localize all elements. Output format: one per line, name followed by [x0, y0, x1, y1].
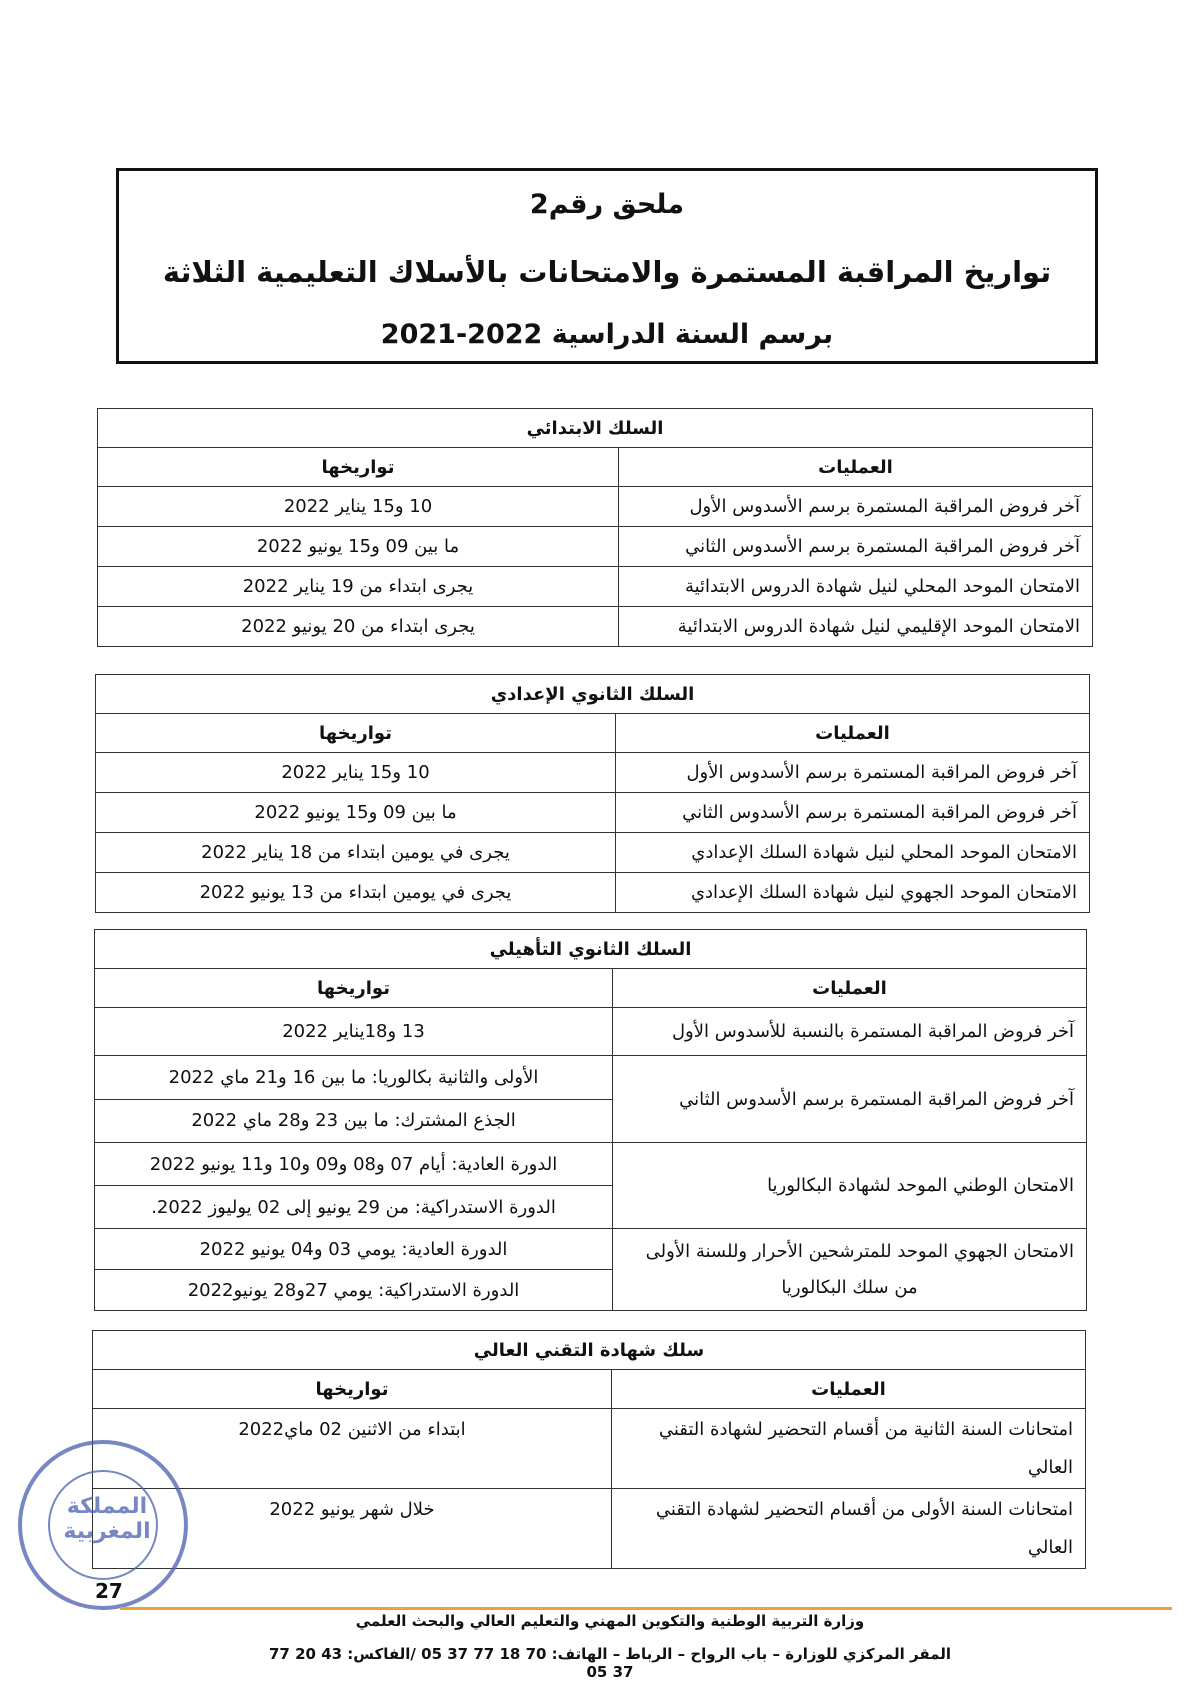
column-header-dates: تواريخها	[95, 969, 613, 1008]
operation-cell: الامتحان الموحد الجهوي لنيل شهادة السلك الإعدادي	[616, 873, 1090, 913]
table-row	[93, 1409, 1086, 1489]
table-row	[96, 753, 1090, 793]
column-header-dates: تواريخها	[98, 448, 619, 487]
date-cell: ابتداء من الاثنين 02 ماي2022	[93, 1409, 612, 1489]
date-cell: الأولى والثانية بكالوريا: ما بين 16 و21 ماي 2022	[95, 1056, 613, 1100]
table-row	[95, 1143, 1087, 1186]
column-header-operations: العمليات	[616, 714, 1090, 753]
table-row	[96, 873, 1090, 913]
title-box	[116, 168, 1098, 364]
operation-line-2: من سلك البكالوريا	[781, 1276, 918, 1298]
document-title: تواريخ المراقبة المستمرة والامتحانات بالأسلاك التعليمية الثلاثة	[162, 255, 1052, 289]
operation-cell: امتحانات السنة الأولى من أقسام التحضير لشهادة التقني العالي	[612, 1489, 1086, 1569]
date-cell: الدورة العادية: أيام 07 و08 و09 و10 و11 يونيو 2022	[95, 1143, 613, 1186]
date-cell: الجذع المشترك: ما بين 23 و28 ماي 2022	[95, 1099, 613, 1143]
section-title: السلك الابتدائي	[98, 409, 1093, 448]
operation-cell: آخر فروض المراقبة المستمرة برسم الأسدوس الثاني	[616, 793, 1090, 833]
middle-school-table	[95, 674, 1090, 913]
bts-table	[92, 1330, 1086, 1569]
date-cell: الدورة العادية: يومي 03 و04 يونيو 2022	[95, 1229, 613, 1270]
operation-cell: آخر فروض المراقبة المستمرة برسم الأسدوس الثاني	[613, 1056, 1087, 1143]
date-cell: 10 و15 يناير 2022	[96, 753, 616, 793]
column-header-operations: العمليات	[613, 969, 1087, 1008]
operation-cell: آخر فروض المراقبة المستمرة برسم الأسدوس الأول	[619, 487, 1093, 527]
stamp-text: المملكة المغربية	[63, 1494, 151, 1544]
primary-table	[97, 408, 1093, 647]
date-cell: يجرى في يومين ابتداء من 18 يناير 2022	[96, 833, 616, 873]
table-row	[98, 487, 1093, 527]
operation-cell: الامتحان الموحد المحلي لنيل شهادة الدروس الابتدائية	[619, 567, 1093, 607]
operation-cell	[613, 1229, 1087, 1311]
date-cell: 13 و18يناير 2022	[95, 1008, 613, 1056]
footer-ministry: وزارة التربية الوطنية والتكوين المهني والتعليم العالي والبحث العلمي	[355, 1612, 865, 1630]
table-row	[95, 1229, 1087, 1270]
operation-cell: الامتحان الموحد الإقليمي لنيل شهادة الدروس الابتدائية	[619, 607, 1093, 647]
table-row	[96, 793, 1090, 833]
date-cell: الدورة الاستدراكية: من 29 يونيو إلى 02 يوليوز 2022.	[95, 1186, 613, 1229]
section-title: السلك الثانوي التأهيلي	[95, 930, 1087, 969]
operation-cell: الامتحان الموحد المحلي لنيل شهادة السلك الإعدادي	[616, 833, 1090, 873]
section-title: سلك شهادة التقني العالي	[93, 1331, 1086, 1370]
operation-cell: آخر فروض المراقبة المستمرة برسم الأسدوس الثاني	[619, 527, 1093, 567]
footer-address: المقر المركزي للوزارة – باب الرواح – الرباط – الهاتف: 70 18 77 37 05 /الفاكس: 43 20 77 37 05	[268, 1645, 951, 1681]
school-year: برسم السنة الدراسية 2022-2021	[380, 319, 834, 350]
table-row	[98, 567, 1093, 607]
operation-line-1: الامتحان الجهوي الموحد للمترشحين الأحرار وللسنة الأولى	[645, 1240, 1075, 1262]
date-cell: خلال شهر يونيو 2022	[93, 1489, 612, 1569]
date-cell: ما بين 09 و15 يونيو 2022	[96, 793, 616, 833]
date-cell: الدورة الاستدراكية: يومي 27و28 يونيو2022	[95, 1270, 613, 1311]
page-number: 27	[95, 1579, 123, 1603]
operation-cell: الامتحان الوطني الموحد لشهادة البكالوريا	[613, 1143, 1087, 1229]
table-row	[96, 833, 1090, 873]
table-row	[95, 1008, 1087, 1056]
table-row	[98, 527, 1093, 567]
column-header-operations: العمليات	[619, 448, 1093, 487]
column-header-dates: تواريخها	[93, 1370, 612, 1409]
annex-label: ملحق رقم2	[529, 189, 685, 220]
operation-cell: آخر فروض المراقبة المستمرة برسم الأسدوس الأول	[616, 753, 1090, 793]
table-row	[98, 607, 1093, 647]
date-cell: يجرى ابتداء من 19 يناير 2022	[98, 567, 619, 607]
table-row	[95, 1056, 1087, 1100]
date-cell: يجرى في يومين ابتداء من 13 يونيو 2022	[96, 873, 616, 913]
high-school-table	[94, 929, 1087, 1311]
column-header-dates: تواريخها	[96, 714, 616, 753]
table-row	[93, 1489, 1086, 1569]
date-cell: ما بين 09 و15 يونيو 2022	[98, 527, 619, 567]
operation-cell: امتحانات السنة الثانية من أقسام التحضير لشهادة التقني العالي	[612, 1409, 1086, 1489]
operation-cell: آخر فروض المراقبة المستمرة بالنسبة للأسدوس الأول	[613, 1008, 1087, 1056]
section-title: السلك الثانوي الإعدادي	[96, 675, 1090, 714]
date-cell: 10 و15 يناير 2022	[98, 487, 619, 527]
date-cell: يجرى ابتداء من 20 يونيو 2022	[98, 607, 619, 647]
column-header-operations: العمليات	[612, 1370, 1086, 1409]
footer-divider	[120, 1607, 1172, 1610]
